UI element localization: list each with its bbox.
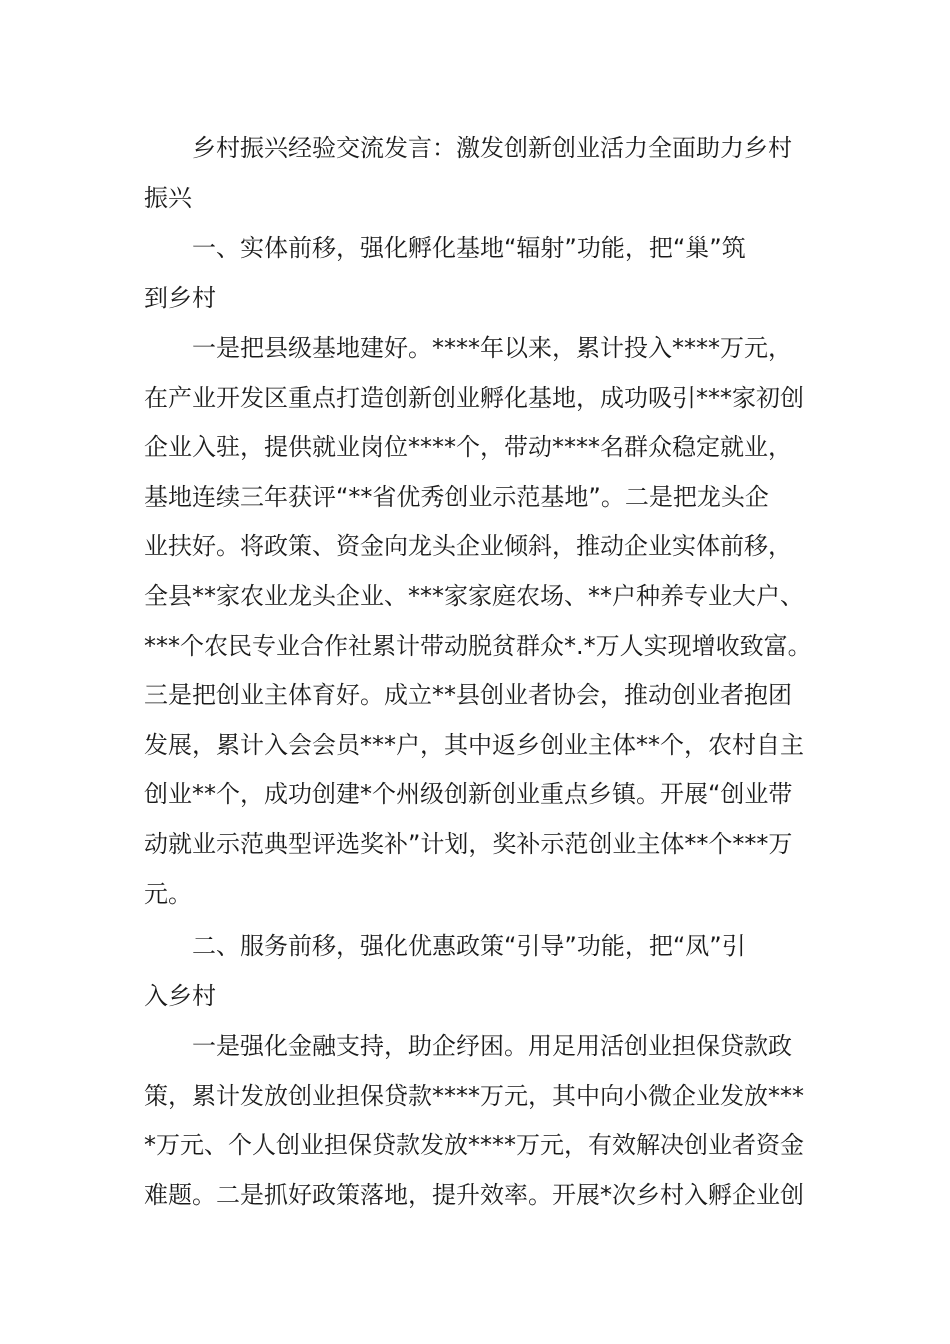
section-1-body-line: 发展，累计入会会员***户，其中返乡创业主体**个，农村自主 — [144, 730, 804, 759]
title-line-1: 乡村振兴经验交流发言：激发创新创业活力全面助力乡村 — [192, 134, 792, 162]
section-1-body-line: 一是把县级基地建好。****年以来，累计投入****万元， — [192, 334, 792, 362]
section-2-heading-line-2: 入乡村 — [144, 981, 216, 1010]
document-title — [144, 124, 816, 223]
section-2-body-line: 难题。二是抓好政策落地，提升效率。开展*次乡村入孵企业创 — [144, 1180, 804, 1209]
section-1-body-line: 元。 — [144, 879, 192, 908]
section-1-body-line: 基地连续三年获评“**省优秀创业示范基地”。二是把龙头企 — [144, 482, 769, 511]
title-line-2: 振兴 — [144, 183, 192, 212]
section-1-heading-line-1: 一、实体前移，强化孵化基地“辐射”功能，把“巢”筑 — [192, 234, 746, 262]
section-1-body-line: 在产业开发区重点打造创新创业孵化基地，成功吸引***家初创 — [144, 383, 804, 412]
section-1-body-line: ***个农民专业合作社累计带动脱贫群众*.*万人实现增收致富。 — [144, 631, 812, 660]
section-2-body-line: 一是强化金融支持，助企纾困。用足用活创业担保贷款政 — [192, 1032, 792, 1060]
section-2-body — [144, 1022, 816, 1220]
section-1-heading — [144, 224, 816, 323]
section-1-body-line: 动就业示范典型评选奖补”计划，奖补示范创业主体**个***万 — [144, 829, 793, 858]
section-1-body-line: 业扶好。将政策、资金向龙头企业倾斜，推动企业实体前移， — [144, 532, 792, 561]
section-2-body-line: *万元、个人创业担保贷款发放****万元，有效解决创业者资金 — [144, 1131, 804, 1160]
section-1-body-line: 企业入驻，提供就业岗位****个，带动****名群众稳定就业， — [144, 433, 792, 462]
section-1-body-line: 三是把创业主体育好。成立**县创业者协会，推动创业者抱团 — [144, 681, 792, 710]
section-1-body — [144, 324, 816, 919]
section-1-body-line: 创业**个，成功创建*个州级创新创业重点乡镇。开展“创业带 — [144, 780, 793, 809]
section-2-body-line: 策，累计发放创业担保贷款****万元，其中向小微企业发放*** — [144, 1081, 804, 1110]
section-2-heading-line-1: 二、服务前移，强化优惠政策“引导”功能，把“凤”引 — [192, 932, 746, 960]
section-2-heading — [144, 922, 816, 1021]
section-1-body-line: 全县**家农业龙头企业、***家家庭农场、**户种养专业大户、 — [144, 581, 804, 610]
section-1-heading-line-2: 到乡村 — [144, 283, 216, 312]
